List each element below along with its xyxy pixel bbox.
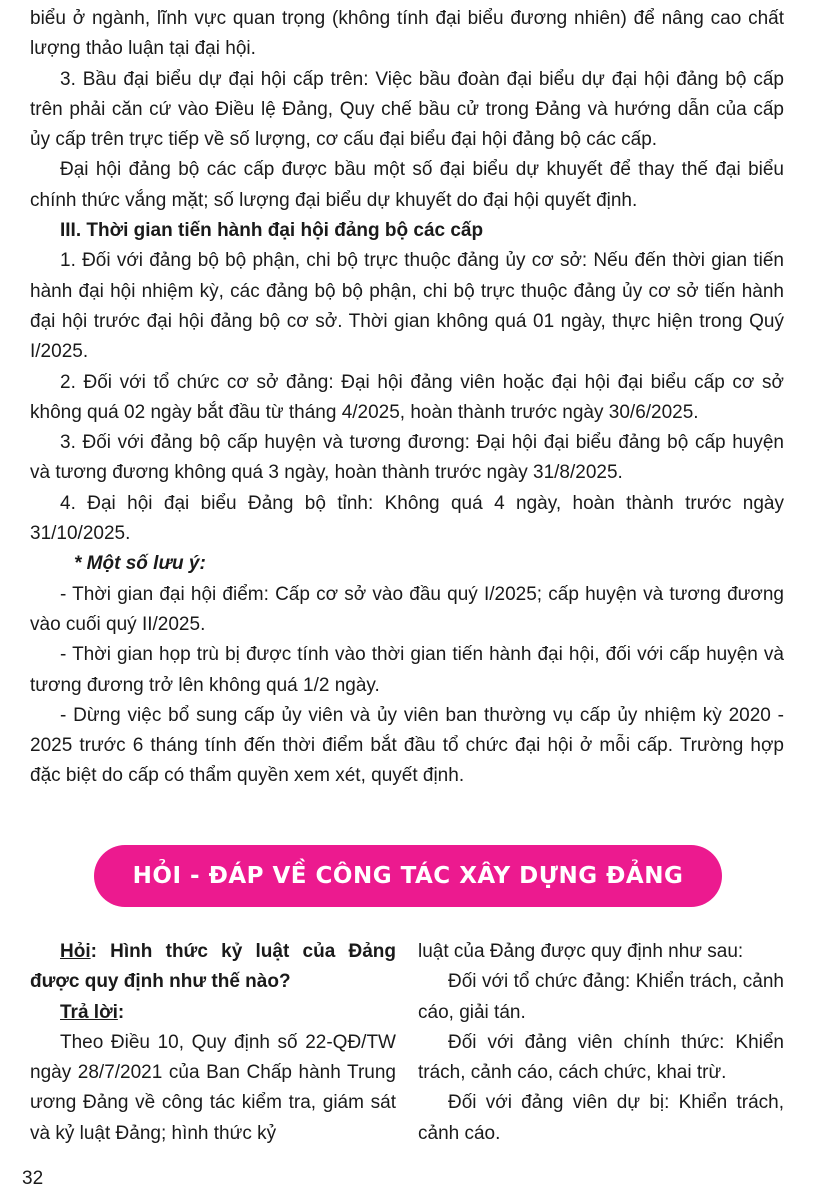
answer-paragraph: Theo Điều 10, Quy định số 22-QĐ/TW ngày 28/7/2021 của Ban Chấp hành Trung ương Đảng về công tác kiểm tra, giám sát và kỷ luật Đảng; hình thức kỷ bbox=[30, 1031, 396, 1144]
section-banner bbox=[94, 845, 722, 907]
page-number: 32 bbox=[22, 1168, 44, 1189]
answer-paragraph: Đối với tổ chức đảng: Khiển trách, cảnh cáo, giải tán. bbox=[418, 971, 784, 1023]
note-item: - Dừng việc bổ sung cấp ủy viên và ủy viên ban thường vụ cấp ủy nhiệm kỳ 2020 - 2025 trước 6 tháng tính đến thời điểm bắt đầu tổ chức đại hội ở mỗi cấp. Trường hợp đặc biệt do cấp có thẩm quyền xem xét, quyết định. bbox=[30, 704, 784, 787]
question bbox=[30, 937, 396, 998]
paragraph: biểu ở ngành, lĩnh vực quan trọng (không tính đại biểu đương nhiên) để nâng cao chất lượng thảo luận tại đại hội. bbox=[30, 8, 784, 60]
qa-right-column bbox=[418, 937, 784, 1149]
answer-paragraph: Đối với đảng viên chính thức: Khiển trách, cảnh cáo, cách chức, khai trừ. bbox=[418, 1031, 784, 1084]
answer-heading bbox=[30, 998, 396, 1028]
paragraph: 3. Bầu đại biểu dự đại hội cấp trên: Việc bầu đoàn đại biểu dự đại hội đảng bộ cấp trên phải căn cứ vào Điều lệ Đảng, Quy chế bầu cử trong Đảng và hướng dẫn của cấp ủy cấp trên trực tiếp về số lượng, cơ cấu đại biểu đại hội đảng bộ các cấp. bbox=[30, 68, 784, 151]
section-heading: III. Thời gian tiến hành đại hội đảng bộ các cấp bbox=[60, 220, 484, 242]
paragraph: 2. Đối với tổ chức cơ sở đảng: Đại hội đảng viên hoặc đại hội đại biểu cấp cơ sở không quá 02 ngày bắt đầu từ tháng 4/2025, hoàn thành trước ngày 30/6/2025. bbox=[30, 371, 784, 423]
paragraph: Đại hội đảng bộ các cấp được bầu một số đại biểu dự khuyết để thay thế đại biểu chính thức vắng mặt; số lượng đại biểu dự khuyết do đại hội quyết định. bbox=[30, 159, 784, 211]
answer-paragraph: Đối với đảng viên dự bị: Khiển trách, cảnh cáo. bbox=[418, 1092, 784, 1144]
question-label: Hỏi bbox=[60, 941, 91, 962]
banner-title: HỎI - ĐÁP VỀ CÔNG TÁC XÂY DỰNG ĐẢNG bbox=[132, 863, 684, 889]
paragraph: 3. Đối với đảng bộ cấp huyện và tương đương: Đại hội đại biểu đảng bộ cấp huyện và tương đương không quá 3 ngày, hoàn thành trước ngày 31/8/2025. bbox=[30, 432, 784, 484]
question-text: : Hình thức kỷ luật của Đảng được quy định như thế nào? bbox=[30, 941, 396, 993]
note-title: * Một số lưu ý: bbox=[74, 553, 206, 575]
answer-label: Trả lời bbox=[60, 1001, 118, 1023]
note-item: - Thời gian đại hội điểm: Cấp cơ sở vào đầu quý I/2025; cấp huyện và tương đương vào cuối quý II/2025. bbox=[30, 583, 784, 635]
note-item: - Thời gian họp trù bị được tính vào thời gian tiến hành đại hội, đối với cấp huyện và tương đương trở lên không quá 1/2 ngày. bbox=[30, 644, 784, 696]
paragraph: 4. Đại hội đại biểu Đảng bộ tỉnh: Không quá 4 ngày, hoàn thành trước ngày 31/10/2025. bbox=[30, 492, 784, 545]
answer-colon: : bbox=[117, 1001, 125, 1023]
qa-left-column bbox=[30, 937, 396, 1149]
main-body-text bbox=[30, 4, 784, 792]
answer-paragraph: luật của Đảng được quy định như sau: bbox=[418, 941, 744, 962]
paragraph: 1. Đối với đảng bộ bộ phận, chi bộ trực thuộc đảng ủy cơ sở: Nếu đến thời gian tiến hành đại hội nhiệm kỳ, các đảng bộ bộ phận, chi bộ trực thuộc đảng ủy cơ sở tiến hành đại hội trước đại hội đảng bộ cơ sở. Thời gian không quá 01 ngày, thực hiện trong Quý I/2025. bbox=[30, 250, 784, 363]
